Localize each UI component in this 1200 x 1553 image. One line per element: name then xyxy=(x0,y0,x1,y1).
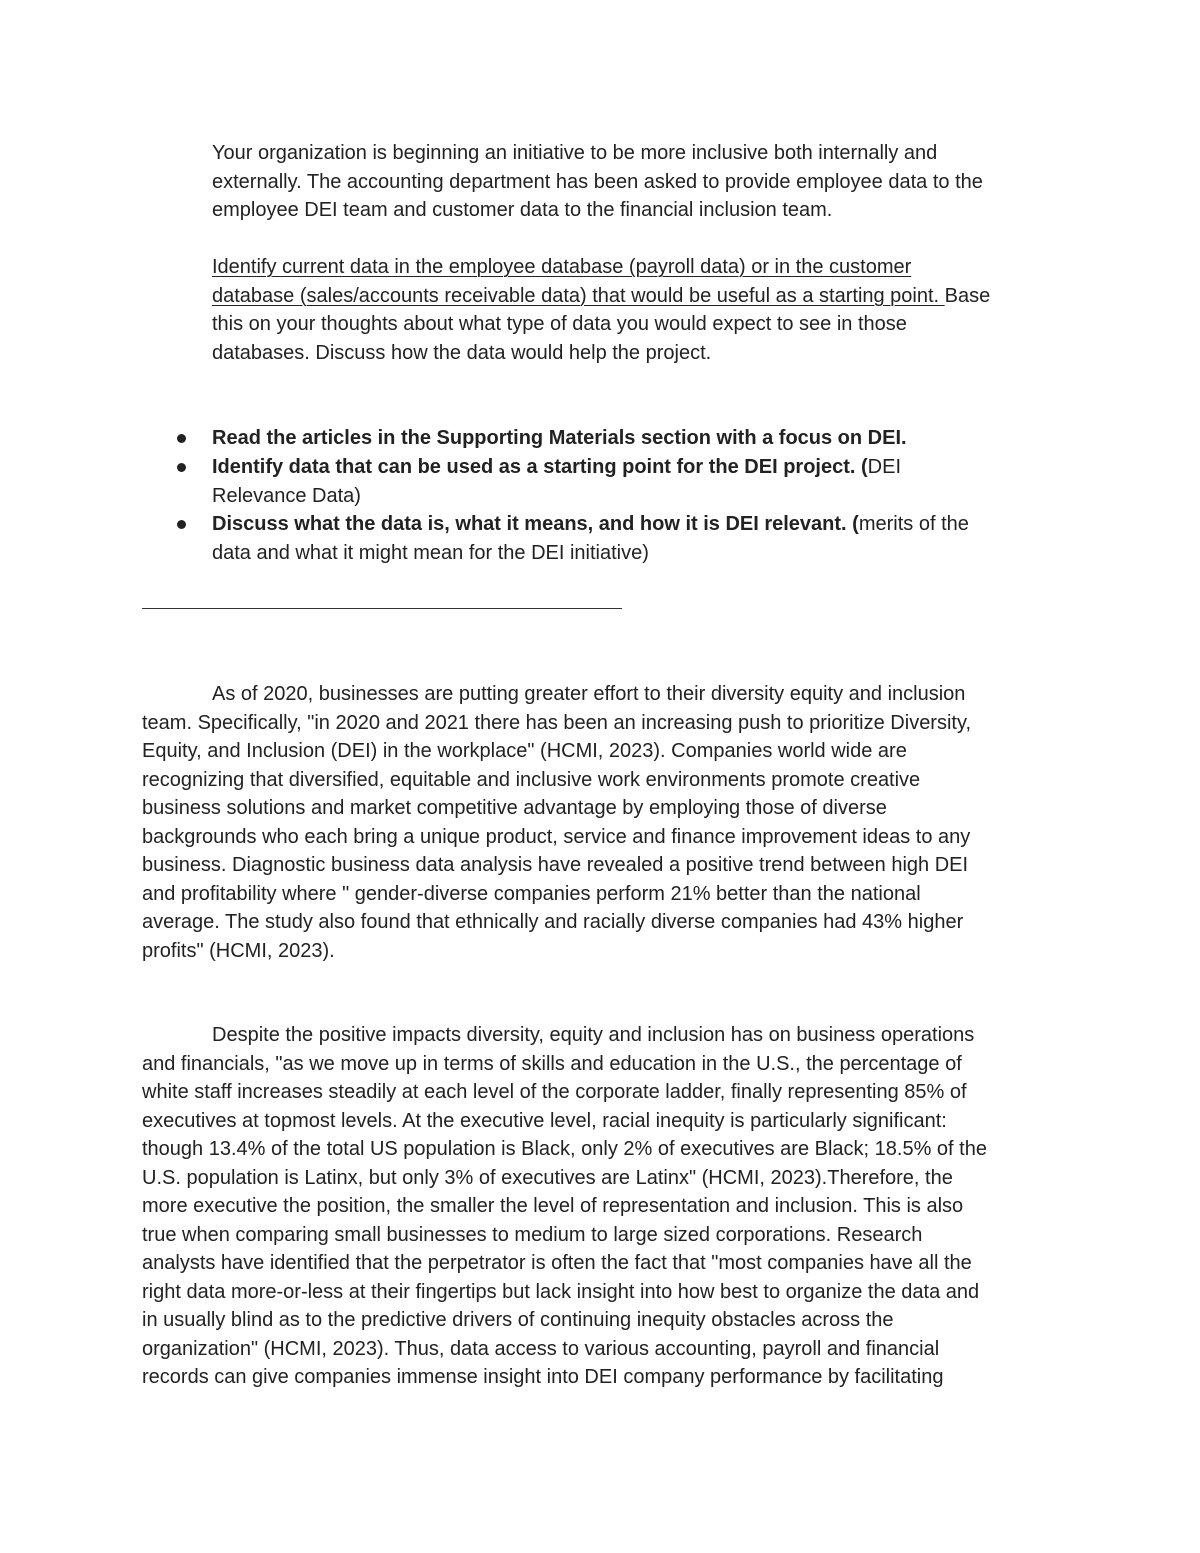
bullet-plain-text: data and what it might mean for the DEI initiative) xyxy=(212,541,649,564)
intro-line: externally. The accounting department has been asked to provide employee data to the xyxy=(212,170,983,193)
intro-line: Your organization is beginning an initiative to be more inclusive both internally and xyxy=(212,142,938,164)
bullet-plain-text: DEI xyxy=(867,456,901,478)
paragraph-line: true when comparing small businesses to medium to large sized corporations. Research xyxy=(142,1223,923,1246)
bullet-line xyxy=(212,510,1112,539)
bullet-text xyxy=(212,424,1112,453)
intro-paragraph xyxy=(212,139,1072,225)
task-line: this on your thoughts about what type of data you would expect to see in those xyxy=(212,313,907,335)
paragraph-line: U.S. population is Latinx, but only 3% of executives are Latinx" (HCMI, 2023).Therefore, the xyxy=(142,1166,953,1189)
paragraph-line: Despite the positive impacts diversity, equity and inclusion has on business operations xyxy=(212,1024,975,1046)
paragraph-line: Equity, and Inclusion (DEI) in the workplace" (HCMI, 2023). Companies world wide are xyxy=(142,740,907,762)
bullet-text xyxy=(212,510,1112,567)
paragraph-line: organization" (HCMI, 2023). Thus, data access to various accounting, payroll and financial xyxy=(142,1337,940,1360)
body-paragraph-2 xyxy=(142,1021,1072,1392)
bullet-bold-text: Read the articles in the Supporting Materials section with a focus on DEI. xyxy=(212,427,907,449)
paragraph-line: analysts have identified that the perpetrator is often the fact that "most companies have all the xyxy=(142,1252,972,1274)
paragraph-line: right data more-or-less at their fingertips but lack insight into how best to organize the data and xyxy=(142,1280,980,1303)
bullet-icon xyxy=(177,463,186,472)
paragraph-line: backgrounds who each bring a unique product, service and finance improvement ideas to any xyxy=(142,825,971,848)
paragraph-line: though 13.4% of the total US population is Black, only 2% of executives are Black; 18.5% of the xyxy=(142,1138,987,1160)
task-underlined-text: database (sales/accounts receivable data) that would be useful as a starting point. xyxy=(212,284,945,307)
task-paragraph xyxy=(212,253,1072,367)
paragraph-line: average. The study also found that ethnically and racially diverse companies had 43% higher xyxy=(142,911,964,933)
task-plain-text: Base xyxy=(944,284,991,307)
bullet-plain-text: Relevance Data) xyxy=(212,484,361,507)
task-line: databases. Discuss how the data would help the project. xyxy=(212,341,712,364)
paragraph-line: and profitability where " gender-diverse companies perform 21% better than the national xyxy=(142,882,921,905)
bullet-line xyxy=(212,453,1112,482)
intro-line: employee DEI team and customer data to the financial inclusion team. xyxy=(212,199,833,221)
paragraph-line: in usually blind as to the predictive drivers of continuing inequity obstacles across the xyxy=(142,1309,894,1331)
bullet-icon xyxy=(177,520,186,529)
bullet-bold-text: Identify data that can be used as a starting point for the DEI project. ( xyxy=(212,456,868,478)
paragraph-line: and financials, "as we move up in terms of skills and education in the U.S., the percentage of xyxy=(142,1052,962,1075)
bullet-plain-text: merits of the xyxy=(858,513,969,535)
section-divider xyxy=(142,608,622,609)
paragraph-line: profits" (HCMI, 2023). xyxy=(142,939,335,962)
task-line xyxy=(212,282,1072,311)
body-paragraph-1 xyxy=(142,680,1072,965)
paragraph-line: business solutions and market competitive advantage by employing those of diverse xyxy=(142,797,887,819)
bullet-icon xyxy=(177,434,186,443)
paragraph-line: more executive the position, the smaller the level of representation and inclusion. This is also xyxy=(142,1195,964,1217)
paragraph-line: recognizing that diversified, equitable and inclusive work environments promote creative xyxy=(142,768,921,791)
paragraph-line: business. Diagnostic business data analysis have revealed a positive trend between high DEI xyxy=(142,854,969,876)
bullet-text xyxy=(212,453,1112,510)
task-underlined-text: Identify current data in the employee database (payroll data) or in the customer xyxy=(212,256,912,278)
paragraph-line: team. Specifically, "in 2020 and 2021 there has been an increasing push to prioritize Diversity, xyxy=(142,711,972,734)
bullet-bold-text: Discuss what the data is, what it means, and how it is DEI relevant. ( xyxy=(212,513,859,535)
paragraph-line: executives at topmost levels. At the executive level, racial inequity is particularly significant: xyxy=(142,1109,947,1132)
task-line xyxy=(212,253,1072,282)
paragraph-line: white staff increases steadily at each level of the corporate ladder, finally representing 85% of xyxy=(142,1081,967,1103)
paragraph-line: records can give companies immense insight into DEI company performance by facilitating xyxy=(142,1366,944,1388)
paragraph-line: As of 2020, businesses are putting greater effort to their diversity equity and inclusion xyxy=(212,683,966,705)
